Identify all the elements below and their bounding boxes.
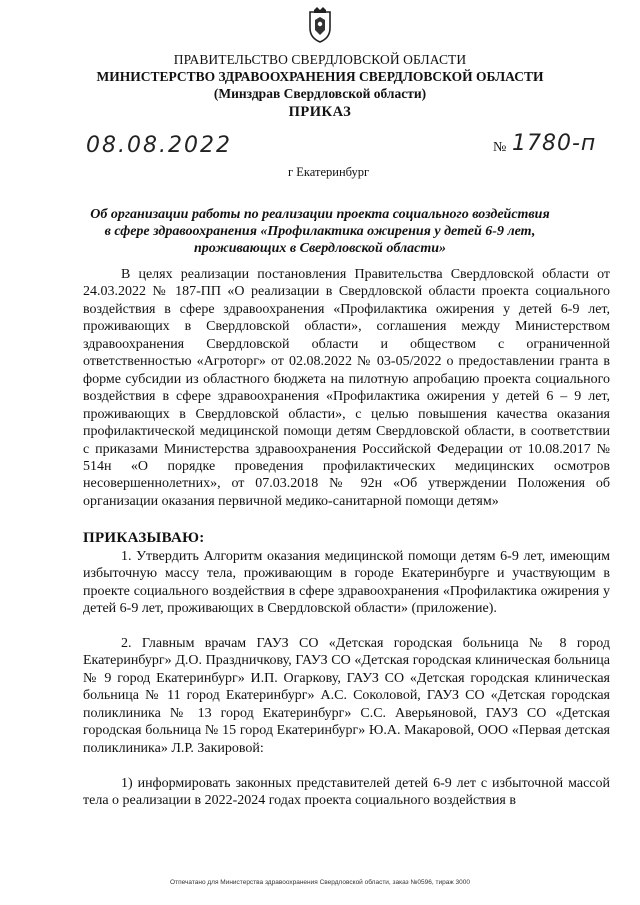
item-2-1-block (83, 775, 610, 810)
orders-heading: ПРИКАЗЫВАЮ: (83, 530, 205, 546)
ministry-name: МИНИСТЕРСТВО ЗДРАВООХРАНЕНИЯ СВЕРДЛОВСКОЙ ОБЛАСТИ (96, 69, 544, 84)
item-1-block (83, 548, 610, 618)
order-number: 1780-п (512, 131, 597, 156)
order-date: 08.08.2022 (86, 133, 232, 158)
preamble-block (83, 266, 610, 510)
order-item-2: 2. Главным врачам ГАУЗ СО «Детская городская больница № 8 город Екатеринбург» Д.О. Праздничкову, ГАУЗ СО «Детская городская клиническая больница № 9 город Екатеринбург» И.П. Огаркову, ГАУЗ СО «Детская городская клиническая больница № 11 город Екатеринбург» А.С. Соколовой, ГАУЗ СО «Детская городская поликлиника № 13 город Екатеринбург» С.С. Аверьяновой, ГАУЗ СО «Детская городская больница № 15 город Екатеринбург» Ю.А. Макаровой, ООО «Первая детская поликлиника» Л.Р. Закировой: (83, 636, 610, 756)
item-2-block (83, 635, 610, 757)
city: г Екатеринбург (288, 165, 370, 179)
ministry-short-name: (Минздрав Свердловской области) (213, 86, 427, 101)
preamble-paragraph: В целях реализации постановления Правительства Свердловской области от 24.03.2022 № 187-ПП «О реализации в Свердловской области проекта социального воздействия в сфере здравоохранения «Профилактика ожирения у детей 6-9 лет, проживающих в Свердловской области», соглашения между Министерством здравоохранения Свердловской области и обществом с ограниченной ответственностью «Агроторг» от 02.08.2022 № 03-05/2022 о предоставлении гранта в форме субсидии из областного бюджета на пилотную апробацию проекта социального воздействия в сфере здравоохранения «Профилактика ожирения у детей 6 – 9 лет, проживающих в Свердловской области», с целью повышения качества оказания профилактической медицинской помощи детям Свердловской области, в соответствии с приказами Министерства здравоохранения Российской Федерации от 10.08.2017 № 514н «О порядке проведения профилактических медицинских осмотров несовершеннолетних», от 07.03.2018 № 92н «Об утверждении Положения об организации оказания первичной медико-санитарной помощи детям» (83, 267, 610, 509)
government-name: ПРАВИТЕЛЬСТВО СВЕРДЛОВСКОЙ ОБЛАСТИ (173, 52, 467, 67)
order-item-2-1: 1) информировать законных представителей детей 6-9 лет с избыточной массой тела о реализации в 2022-2024 годах проекта социального воздействия в (83, 776, 610, 809)
order-title-line-2: в сфере здравоохранения «Профилактика ожирения у детей 6-9 лет, (104, 224, 536, 239)
order-item-1: 1. Утвердить Алгоритм оказания медицинской помощи детям 6-9 лет, имеющим избыточную массу тела, проживающим в городе Екатеринбурге и участвующим в проекте социального воздействия в сфере здравоохранения «Профилактика ожирения у детей 6-9 лет, проживающих в Свердловской области» (приложение). (83, 549, 610, 617)
coat-of-arms-emblem (304, 6, 336, 44)
document-type: ПРИКАЗ (288, 104, 352, 120)
order-number-prefix: № (493, 140, 507, 155)
order-title-line-3: проживающих в Свердловской области» (193, 241, 447, 256)
order-title-line-1: Об организации работы по реализации проекта социального воздействия (90, 207, 550, 222)
print-footer: Отпечатано для Министерства здравоохранения Свердловской области, заказ №0596, тираж 3000 (170, 879, 470, 886)
